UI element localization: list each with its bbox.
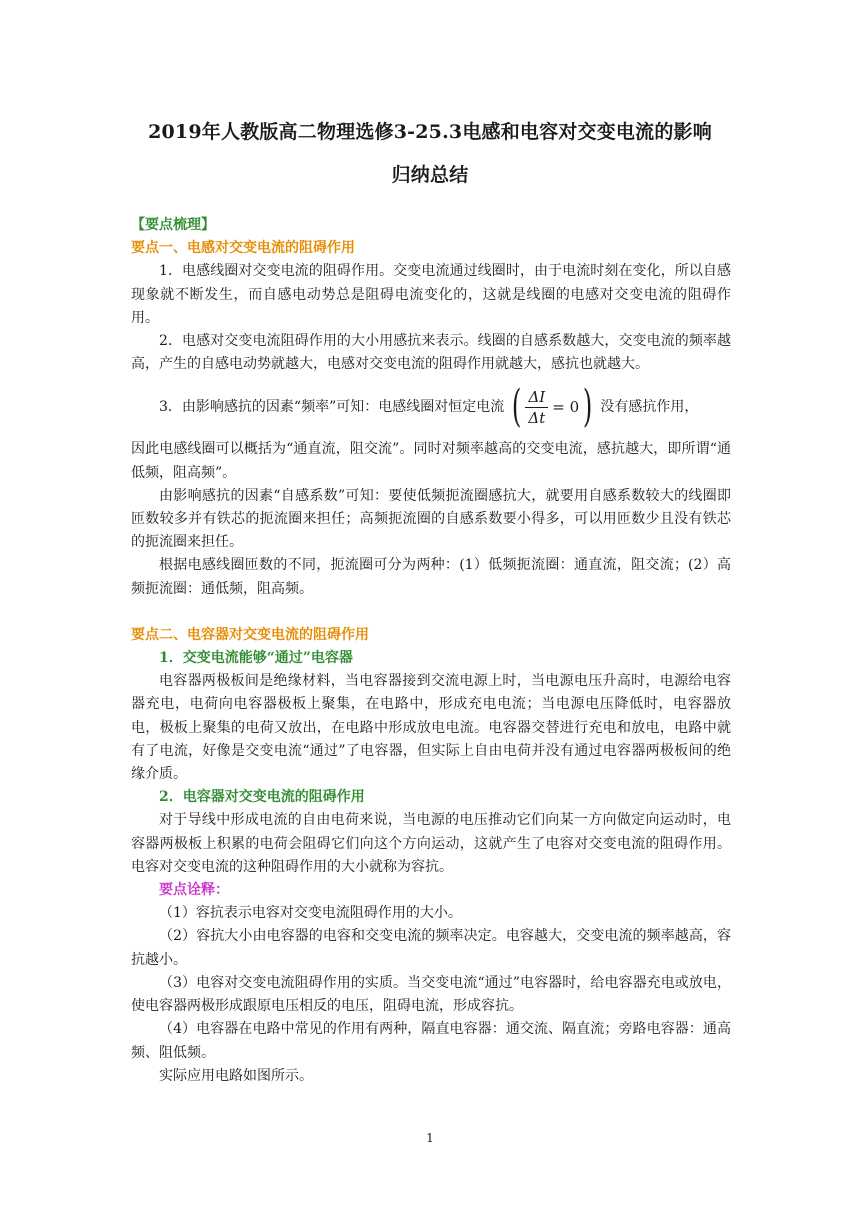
document-title-line2: 归纳总结 [391,164,469,186]
main-heading: 【要点梳理】 [131,217,215,233]
key-points-label: 要点诠释： [159,882,229,899]
section-gap [131,601,731,624]
fraction-numerator: ΔI [525,387,548,408]
section1-paragraph-2: 2．电感对交变电流阻碍作用的大小用感抗来表示。线圈的自感系数越大，交变电流的频率越高，产生的自感电动势就越大，电感对交变电流的阻碍作用就越大，感抗也就越大。 [131,333,731,373]
formula-equals: = 0 [552,397,580,416]
inductance-formula [508,381,596,433]
right-paren-icon: ) [583,381,593,433]
section2-subheading-2: 2．电容器对交变电流的阻碍作用 [159,789,365,806]
section1-paragraph-3-continuation: 因此电感线圈可以概括为“通直流，阻交流”。同时对频率越高的交变电流，感抗越大，即所谓“通低频，阻高频”。 [131,441,731,481]
section2-paragraph-2: 对于导线中形成电流的自由电荷来说，当电源的电压推动它们向某一方向做定向运动时，电容器两极板上积累的电荷会阻碍它们向这个方向运动，这就产生了电容对交变电流的阻碍作用。电容对交变电流的这种阻碍作用的大小就称为容抗。 [131,812,731,875]
key-point-item: （2）容抗大小由电容器的电容和交变电流的频率决定。电容越大，交变电流的频率越高，容抗越小。 [131,928,731,968]
section1-paragraph-5: 根据电感线圈匝数的不同，扼流圈可分为两种：(1）低频扼流圈：通直流，阻交流；(2）高频扼流圈：通低频，阻高频。 [131,557,731,597]
section2-paragraph-1: 电容器两极板间是绝缘材料，当电容器接到交流电源上时，当电源电压升高时，电源给电容器充电，电荷向电容器极板上聚集，在电路中，形成充电电流；当电源电压降低时，电容器放电，极板上聚集的电荷又放出，在电路中形成放电电流。电容器交替进行充电和放电，电路中就有了电流，好像是交变电流“通过”了电容器，但实际上自由电荷并没有通过电容器两极板间的绝缘介质。 [131,673,731,783]
page-number: 1 [426,1131,434,1145]
section2-heading: 要点二、电容器对交变电流的阻碍作用 [131,626,369,643]
section1-paragraph-3-tail: 没有感抗作用， [600,398,699,415]
document-body [131,214,731,1088]
final-paragraph: 实际应用电路如图所示。 [159,1067,313,1084]
fraction-denominator: Δt [528,408,546,427]
section2-subheading-1: 1．交变电流能够“通过”电容器 [159,650,353,667]
section1-paragraph-1: 1．电感线圈对交变电流的阻碍作用。交变电流通过线圈时，由于电流时刻在变化，所以自感现象就不断发生，而自感电动势总是阻碍电流变化的，这就是线圈的电感对交变电流的阻碍作用。 [131,263,731,326]
section1-paragraph-4: 由影响感抗的因素“自感系数”可知：要使低频扼流圈感抗大，就要用自感系数较大的线圈即匝数较多并有铁芯的扼流圈来担任；高频扼流圈的自感系数要小得多，可以用匝数少且没有铁芯的扼流圈来担任。 [131,487,731,551]
section1-paragraph-3-formula-line [131,376,731,438]
fraction [525,387,548,428]
document-title-line1: 2019年人教版高二物理选修3-25.3电感和电容对交变电流的影响 [148,121,712,143]
key-point-item: （4）电容器在电路中常见的作用有两种，隔直电容器：通交流、隔直流；旁路电容器：通高频、阻低频。 [131,1021,731,1061]
left-paren-icon: ( [512,381,522,433]
section1-paragraph-3-text: 3．由影响感抗的因素“频率”可知：电感线圈对恒定电流 [159,398,505,415]
section1-heading: 要点一、电感对交变电流的阻碍作用 [131,240,355,257]
key-point-item: （1）容抗表示电容对交变电流阻碍作用的大小。 [159,905,462,922]
key-point-item: （3）电容对交变电流阻碍作用的实质。当交变电流“通过”电容器时，给电容器充电或放电，使电容器两极形成跟原电压相反的电压，阻碍电流，形成容抗。 [131,974,731,1015]
